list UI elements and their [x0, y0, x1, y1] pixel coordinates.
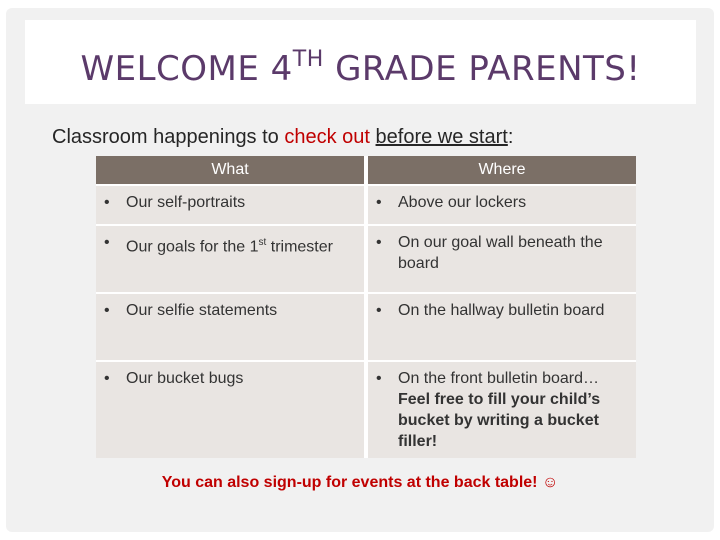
what-text: Our bucket bugs: [126, 370, 244, 387]
where-cell: [366, 361, 636, 458]
table-row: [96, 225, 636, 293]
where-text: On the hallway bulletin board: [398, 302, 605, 319]
happenings-table: [96, 156, 636, 458]
table-row: [96, 293, 636, 361]
subtitle-text: Classroom happenings to: [52, 126, 285, 148]
what-superscript: st: [258, 237, 267, 248]
title-text-start: WELCOME 4: [80, 49, 293, 89]
what-text: Our selfie statements: [126, 302, 278, 319]
what-cell: [96, 361, 366, 458]
subtitle: [52, 126, 513, 149]
where-cell: [366, 293, 636, 361]
bullet-icon: •: [104, 234, 110, 251]
bullet-icon: •: [376, 370, 382, 387]
what-cell: [96, 185, 366, 225]
bullet-icon: •: [376, 194, 382, 211]
signup-note: You can also sign-up for events at the back table! ☺: [161, 474, 559, 491]
what-cell: [96, 293, 366, 361]
table-row: [96, 185, 636, 225]
subtitle-underlined: before we start: [375, 126, 508, 148]
where-cell: [366, 185, 636, 225]
bullet-icon: •: [104, 194, 110, 211]
subtitle-highlight: check out: [284, 126, 370, 148]
where-text: On our goal wall beneath the board: [398, 234, 603, 272]
table-row: [96, 361, 636, 458]
where-cell: [366, 225, 636, 293]
what-text-end: trimester: [266, 238, 333, 256]
table-header-row: [96, 156, 636, 185]
bullet-icon: •: [104, 302, 110, 319]
bullet-icon: •: [376, 234, 382, 251]
header-where: Where: [366, 156, 636, 185]
what-text: Our self-portraits: [126, 194, 246, 211]
slide-title: [25, 49, 696, 89]
bullet-icon: •: [104, 370, 110, 387]
where-text-plain: On the front bulletin board…: [398, 370, 600, 387]
title-box: [25, 20, 696, 104]
title-text-end: GRADE PARENTS!: [323, 49, 641, 89]
bullet-icon: •: [376, 302, 382, 319]
where-text: Above our lockers: [398, 194, 527, 211]
what-text: [126, 232, 333, 257]
where-text-bold: Feel free to fill your child’s bucket by writing a bucket filler!: [398, 391, 601, 450]
what-cell: [96, 225, 366, 293]
title-superscript: TH: [292, 47, 324, 72]
subtitle-colon: :: [507, 126, 514, 148]
header-what: What: [96, 156, 366, 185]
where-text: [398, 368, 630, 452]
what-text-start: Our goals for the 1: [126, 238, 259, 256]
